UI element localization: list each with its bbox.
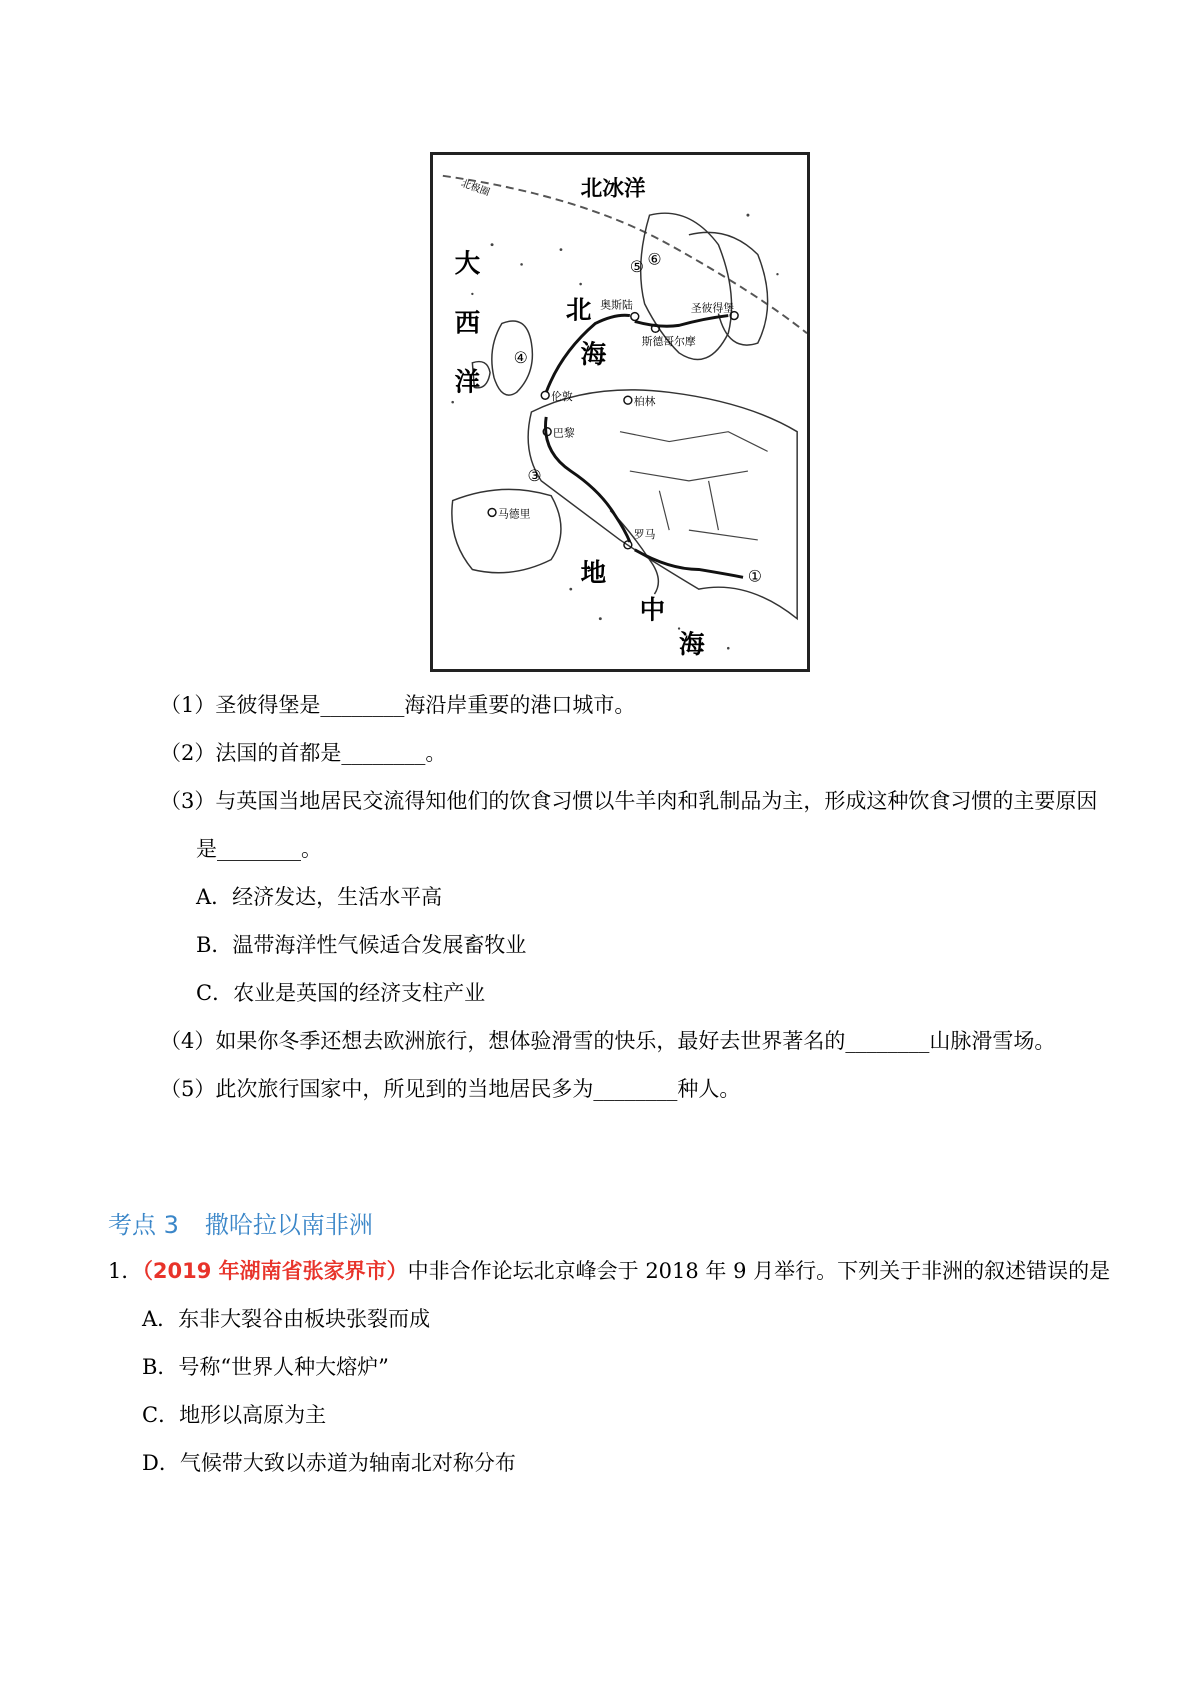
map-label-north-sea-2: 海 — [580, 339, 607, 370]
country-borders — [620, 432, 768, 540]
question-5: （5）此次旅行国家中，所见到的当地居民多为________种人。 — [160, 1077, 741, 1101]
italy-outline — [610, 510, 658, 594]
map-label-north-sea-1: 北 — [565, 295, 592, 326]
map-label-mediterranean-2: 中 — [639, 595, 666, 626]
map-city-madrid: 马德里 — [497, 507, 531, 521]
map-route-marker-1: ① — [747, 566, 763, 586]
question-3-option-c: C．农业是英国的经济支柱产业 — [196, 981, 486, 1005]
map-city-paris: 巴黎 — [553, 426, 575, 440]
map-route-marker-3: ③ — [527, 465, 542, 485]
map-label-atlantic-2: 西 — [454, 308, 481, 339]
question-3-option-b: B．温带海洋性气候适合发展畜牧业 — [196, 933, 527, 957]
map-route-marker-5: ⑤ — [629, 257, 644, 277]
map-drawing — [433, 155, 807, 669]
question-3-option-a: A．经济发达，生活水平高 — [196, 885, 443, 909]
problem-1-option-c: C．地形以高原为主 — [142, 1403, 327, 1427]
route-mediterranean — [635, 550, 743, 578]
map-label-arctic-circle: 北极圈 — [459, 178, 492, 199]
section-title-text: 撒哈拉以南非洲 — [204, 1211, 373, 1239]
map-city-oslo: 奥斯陆 — [600, 298, 633, 312]
map-city-rome: 罗马 — [633, 527, 656, 541]
problem-1-stem: 中非合作论坛北京峰会于 2018 年 9 月举行。下列关于非洲的叙述错误的是 — [407, 1259, 1111, 1283]
problem-1-number: 1． — [108, 1259, 143, 1283]
europe-travel-map — [430, 152, 810, 672]
map-route-marker-6: ⑥ — [647, 249, 662, 269]
problem-1-source: （2019 年湖南省张家界市） — [142, 1259, 408, 1283]
problem-1-option-b: B．号称“世界人种大熔炉” — [142, 1355, 389, 1379]
map-city-stockholm: 斯德哥尔摩 — [641, 335, 696, 349]
problem-1-option-a: A．东非大裂谷由板块张裂而成 — [142, 1307, 431, 1331]
question-1: （1）圣彼得堡是________海沿岸重要的港口城市。 — [160, 693, 636, 717]
section-heading — [108, 1209, 373, 1241]
map-label-mediterranean-3: 海 — [679, 630, 705, 661]
map-city-london: 伦敦 — [551, 390, 573, 404]
question-3-line-1: （3）与英国当地居民交流得知他们的饮食习惯以牛羊肉和乳制品为主，形成这种饮食习惯的主要原因 — [160, 789, 1098, 813]
section-label: 考点 3 — [108, 1211, 179, 1239]
map-label-atlantic-3: 洋 — [454, 367, 481, 398]
problem-1-stem-line — [108, 1256, 1110, 1286]
question-3-line-2: 是________。 — [196, 837, 322, 861]
question-2: （2）法国的首都是________。 — [160, 741, 447, 765]
map-label-arctic-ocean: 北冰洋 — [580, 176, 646, 202]
map-route-marker-4: ④ — [513, 347, 528, 367]
problem-1-option-d: D．气候带大致以赤道为轴南北对称分布 — [142, 1451, 516, 1475]
map-label-atlantic-1: 大 — [454, 249, 481, 280]
finland-outline — [689, 232, 768, 345]
iberia-outline — [452, 489, 561, 572]
question-4: （4）如果你冬季还想去欧洲旅行，想体验滑雪的快乐，最好去世界著名的________山脉滑雪场。 — [160, 1029, 1056, 1053]
map-city-berlin: 柏林 — [633, 395, 656, 409]
route-baltic — [635, 316, 729, 327]
map-label-mediterranean-1: 地 — [580, 558, 607, 589]
map-city-st-petersburg: 圣彼得堡 — [690, 301, 735, 315]
